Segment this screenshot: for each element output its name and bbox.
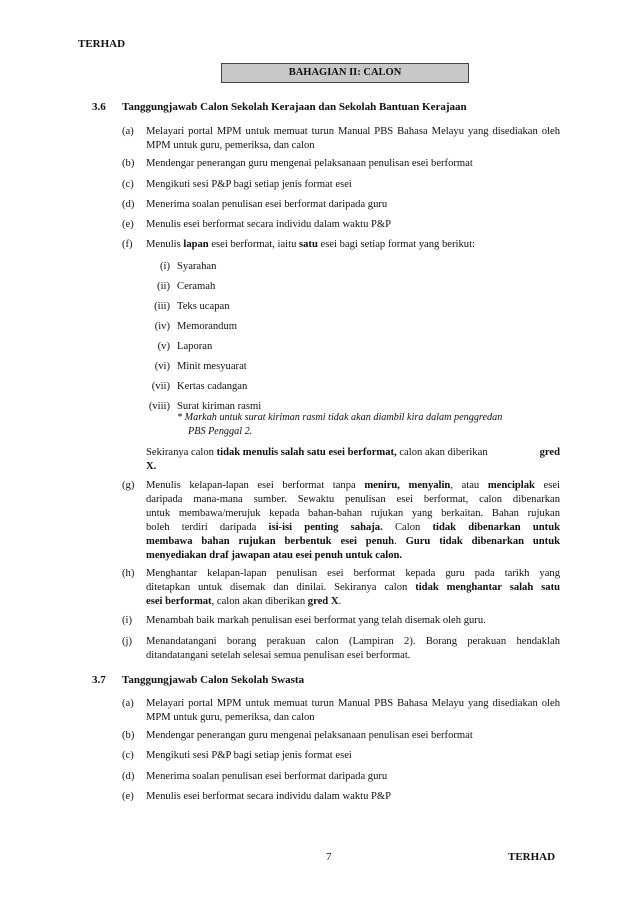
list-item: (h) Menghantar kelapan-lapan penulisan esei berformat kepada guru pada tarikh yang ditetapkan untuk disemak dan dinilai. Sekiranya calon tidak menghantar salah satu esei berformat, calon akan diberikan gred X. — [122, 568, 560, 607]
section-3-7-title: 3.7 Tanggungjawab Calon Sekolah Swasta — [92, 674, 305, 686]
list-item: (f) Menulis lapan esei berformat, iaitu satu esei bagi setiap format yang berikut: — [122, 239, 475, 250]
format-item: (iii) Teks ucapan — [154, 301, 230, 312]
penalty-note: Sekiranya calon tidak menulis salah satu esei berformat, calon akan diberikan gred X. — [146, 447, 560, 472]
footer-classification: TERHAD — [508, 851, 556, 863]
list-item: (c) Mengikuti sesi P&P bagi setiap jenis format esei — [122, 179, 352, 190]
list-item: (b) Mendengar penerangan guru mengenai pelaksanaan penulisan esei berformat — [122, 158, 473, 169]
list-item: (a) Melayari portal MPM untuk memuat turun Manual PBS Bahasa Melayu yang disediakan oleh MPM untuk guru, pemeriksa, dan calon — [122, 698, 560, 723]
list-item: (d) Menerima soalan penulisan esei berformat daripada guru — [122, 199, 388, 210]
section-3-6-title: 3.6 Tanggungjawab Calon Sekolah Kerajaan dan Sekolah Bantuan Kerajaan — [92, 101, 467, 113]
format-list — [142, 260, 542, 420]
format-item: (i) Syarahan — [160, 261, 217, 272]
list-item: (j) Menandatangani borang perakuan calon (Lampiran 2). Borang perakuan hendaklah ditandatangani setelah selesai semua penulisan esei berformat. — [122, 636, 560, 661]
format-item: (vii) Kertas cadangan — [151, 381, 248, 392]
list-item: (i) Menambah baik markah penulisan esei berformat yang telah disemak oleh guru. — [122, 615, 486, 626]
section-banner: BAHAGIAN II: CALON — [221, 63, 469, 83]
format-item: (viii) Surat kiriman rasmi — [148, 401, 262, 412]
page-number: 7 — [326, 851, 332, 863]
format-item: (v) Laporan — [157, 341, 213, 352]
list-item: (e) Menulis esei berformat secara individu dalam waktu P&P — [122, 219, 392, 230]
list-item: (a) Melayari portal MPM untuk memuat turun Manual PBS Bahasa Melayu yang disediakan oleh MPM untuk guru, pemeriksa, dan calon — [122, 126, 560, 151]
list-item: (c) Mengikuti sesi P&P bagi setiap jenis format esei — [122, 750, 352, 761]
format-note: * Markah untuk surat kiriman rasmi tidak akan diambil kira dalam penggredan PBS Penggal 2. — [177, 412, 503, 437]
list-item: (g) Menulis kelapan-lapan esei berformat tanpa meniru, menyalin, atau menciplak esei daripada mana-mana sumber. Sewaktu penulisan esei berformat, calon dibenarkan untuk membawa/merujuk kepada bahan-bahan rujukan yang berkaitan. Bahan rujukan boleh terdiri daripada isi-isi penting sahaja. Calon tidak dibenarkan untuk membawa bahan rujukan berbentuk esei penuh. Guru tidak dibenarkan untuk menyediakan draf jawapan atau esei penuh untuk calon. — [122, 480, 560, 561]
format-item: (iv) Memorandum — [154, 321, 238, 332]
header-classification: TERHAD — [78, 38, 126, 50]
list-item: (d) Menerima soalan penulisan esei berformat daripada guru — [122, 771, 388, 782]
list-item: (e) Menulis esei berformat secara individu dalam waktu P&P — [122, 791, 392, 802]
format-item: (vi) Minit mesyuarat — [154, 361, 247, 372]
format-item: (ii) Ceramah — [157, 281, 216, 292]
list-item: (b) Mendengar penerangan guru mengenai pelaksanaan penulisan esei berformat — [122, 730, 473, 741]
